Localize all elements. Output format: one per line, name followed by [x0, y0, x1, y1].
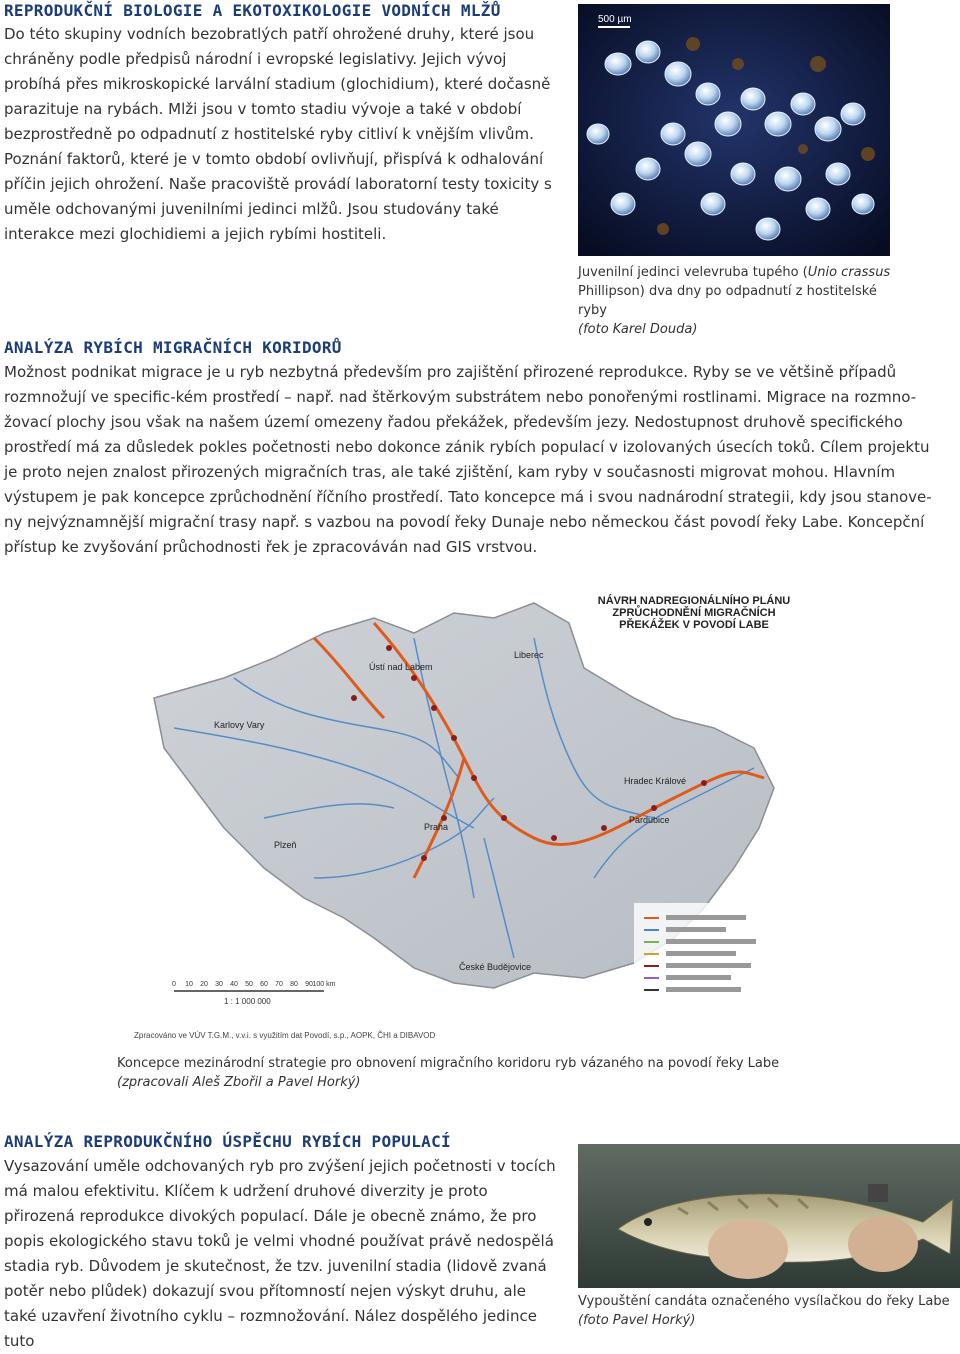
map-scale-tick: 40 [230, 981, 238, 988]
caption-glochidia-credit: (foto Karel Douda) [578, 322, 698, 337]
caption-glochidia [578, 263, 908, 339]
caption-zander-text: Vypouštění candáta označeného vysílačkou do řeky Labe [578, 1294, 950, 1309]
map-city-ceske-budejovice: České Budějovice [459, 962, 532, 972]
map-scale-tick: 100 km [312, 981, 336, 988]
map-city-pardubice: Pardubice [629, 815, 670, 825]
section-heading-corridors: ANALÝZA RYBÍCH MIGRAČNÍCH KORIDORŮ [4, 338, 342, 357]
caption-map-text: Koncepce mezinárodní strategie pro obnovení migračního koridoru ryb vázaného na povodí řeky Labe [117, 1056, 780, 1071]
map-city-praha: Praha [424, 822, 449, 832]
map-scale-tick: 90 [305, 981, 313, 988]
caption-glochidia-species: Unio crassus [807, 265, 891, 280]
map-title-line-2: ZPRŮCHODNĚNÍ MIGRAČNÍCH [612, 607, 776, 619]
map-scale-tick: 80 [290, 981, 298, 988]
map-footer: Zpracováno ve VÚV T.G.M., v.v.i. s využitím dat Povodí, s.p., AOPK, ČHI a DIBAVOD [134, 1031, 436, 1040]
map-scale [172, 981, 336, 1006]
photo-zander-release [578, 1144, 960, 1288]
caption-glochidia-text-2: Phillipson) dva dny po odpadnutí z hostitelské ryby [578, 284, 877, 318]
map-city-usti: Ústí nad Labem [369, 662, 433, 672]
map-city-plzen: Plzeň [274, 840, 297, 850]
map-scale-tick: 70 [275, 981, 283, 988]
photo-scale-label: 500 µm [598, 14, 632, 25]
map-scale-tick: 10 [185, 981, 193, 988]
caption-zander-credit: (foto Pavel Horký) [578, 1313, 696, 1328]
section-heading-reproduction: ANALÝZA REPRODUKČNÍHO ÚSPĚCHU RYBÍCH POPULACÍ [4, 1132, 451, 1151]
map-scale-tick: 30 [215, 981, 223, 988]
map-title-line-3: PŘEKÁŽEK V POVODÍ LABE [619, 619, 769, 631]
section-heading-mussels: REPRODUKČNÍ BIOLOGIE A EKOTOXIKOLOGIE VODNÍCH MLŽŮ [4, 1, 501, 20]
map-legend [634, 903, 804, 1008]
map-title-line-1: NÁVRH NADREGIONÁLNÍHO PLÁNU [597, 595, 791, 607]
map-scale-label: 1 : 1 000 000 [224, 997, 271, 1006]
section-paragraph-reproduction: Vysazování uměle odchovaných ryb pro zvýšení jejich početnosti v tocích má malou efektivitu. Klíčem k udržení druhové diverzity je proto přirozená reprodukce divokých populací. Dále je obecně známo, že pro popis ekologického stavu toků je velmi vhodné používat právě nedospělá stadia ryb. Důvodem je skutečnost, že tzv. juvenilní stadia (lidově zvaná potěr nebo plůdek) dokazují svou přítomností nejen výskyt druhu, ale také uzavření životního cyklu – rozmnožování. Nález dospělého jedince tuto [4, 1157, 556, 1350]
photo-glochidia [578, 4, 890, 256]
map-city-karlovy-vary: Karlovy Vary [214, 720, 265, 730]
map-scale-tick: 20 [200, 981, 208, 988]
map-city-hradec: Hradec Králové [624, 776, 687, 786]
caption-glochidia-text: Juvenilní jedinci velevruba tupého ( [578, 265, 808, 280]
map-labe-basin [114, 578, 824, 1046]
map-scale-tick: 50 [245, 981, 253, 988]
caption-zander [578, 1292, 958, 1330]
map-scale-tick: 60 [260, 981, 268, 988]
caption-map [117, 1054, 877, 1092]
map-scale-tick: 0 [172, 981, 176, 988]
section-paragraph-corridors: Možnost podnikat migrace je u ryb nezbytná především pro zajištění přirozené reprodukce. Ryby se ve většině případů rozmnožují ve specific-kém prostředí – např. nad štěrkovým substrátem nebo ponořenými rostlinami. Migrace na rozmno-žovací plochy jsou však na našem území omezeny řadou překážek, především jezy. Nedostupnost druhově specifického prostředí má za důsledek pokles početnosti nebo dokonce zánik rybích populací v izolovaných úsecích toků. Cílem projektu je proto nejen znalost přirozených migračních tras, ale také zjištění, kam ryby v současnosti migrovat mohou. Hlavním výstupem je pak koncepce zprůchodnění říčního prostředí. Tato koncepce má i svou nadnárodní strategii, kdy jsou stanove-ny nejvýznamnější migrační trasy např. s vazbou na povodí řeky Dunaje nebo německou část povodí řeky Labe. Koncepční přístup ke zvyšování průchodnosti řek je zpracováván nad GIS vrstvou. [4, 363, 932, 556]
caption-map-credit: (zpracovali Aleš Zbořil a Pavel Horký) [117, 1075, 361, 1090]
map-city-liberec: Liberec [514, 650, 544, 660]
section-paragraph-mussels: Do této skupiny vodních bezobratlých patří ohrožené druhy, které jsou chráněny podle předpisů národní i evropské legislativy. Jejich vývoj probíhá přes mikroskopické larvální stadium (glochidium), které dočasně parazituje na rybách. Mlži jsou v tomto stadiu vývoje a také v období bezprostředně po odpadnutí z hostitelské ryby citliví k vnějším vlivům. Poznání faktorů, které je v tomto období ovlivňují, přispívá k odhalování příčin jejich ohrožení. Naše pracoviště provádí laboratorní testy toxicity s uměle odchovanými juvenilními jedinci mlžů. Jsou studovány také interakce mezi glochidiemi a jejich rybími hostiteli. [4, 25, 552, 243]
